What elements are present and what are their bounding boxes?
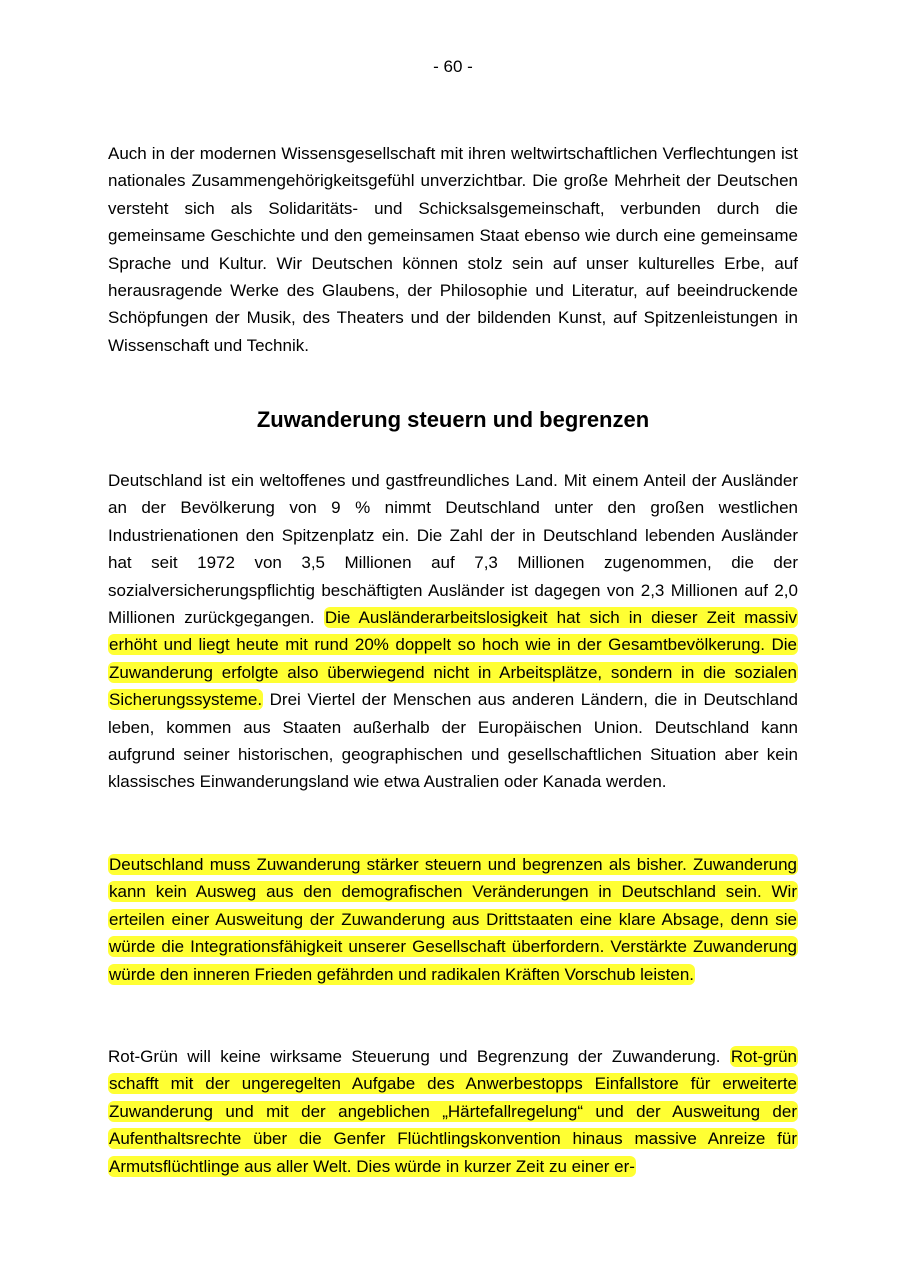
paragraph-red-green	[108, 1043, 798, 1180]
highlighted-passage: Rot-grün schafft mit der ungeregelten Aufgabe des Anwerbestopps Einfallstore für erweiterte Zuwanderung und mit der angeblichen „Härtefallregelung“ und der Ausweitung der Aufenthaltsrechte über die Genfer Flüchtlingskonvention hinaus massive Anreize für Armutsflüchtlinge aus aller Welt. Dies würde in kurzer Zeit zu einer er-	[109, 1047, 797, 1176]
paragraph-text: Rot-Grün will keine wirksame Steuerung und Begrenzung der Zuwanderung.	[108, 1047, 730, 1066]
paragraph-national-identity: Auch in der modernen Wissensgesellschaft mit ihren weltwirtschaftlichen Verflechtungen ist nationales Zusammengehörigkeitsgefühl unverzichtbar. Die große Mehrheit der Deutschen versteht sich als Solidaritäts- und Schicksalsgemeinschaft, verbunden durch die gemeinsame Geschichte und den gemeinsamen Staat ebenso wie durch eine gemeinsame Sprache und Kultur. Wir Deutschen können stolz sein auf unser kulturelles Erbe, auf herausragende Werke des Glaubens, der Philosophie und Literatur, auf beeindruckende Schöpfungen der Musik, des Theaters und der bildenden Kunst, auf Spitzenleistungen in Wissenschaft und Technik.	[108, 144, 798, 355]
paragraph-text: Deutschland ist ein weltoffenes und gastfreundliches Land. Mit einem Anteil der Ausländer an der Bevölkerung von 9 % nimmt Deutschland unter den großen westlichen Industrienationen den Spitzenplatz ein. Die Zahl der in Deutschland lebenden Ausländer hat seit 1972 von 3,5 Millionen auf 7,3 Millionen zugenommen, die der sozialversicherungspflichtig beschäftigten Ausländer ist dagegen von 2,3 Millionen auf 2,0 Millionen zurückgegangen.	[108, 471, 798, 628]
paragraph-limit-immigration	[108, 851, 798, 988]
page-number: - 60 -	[433, 57, 473, 76]
paragraph-text: Drei Viertel der Menschen aus anderen Ländern, die in Deutschland leben, kommen aus Staaten außerhalb der Europäischen Union. Deutschland kann aufgrund seiner historischen, geographischen und gesellschaftlichen Situation aber kein klassisches Einwanderungsland wie etwa Australien oder Kanada werden.	[108, 690, 798, 792]
paragraph-immigration-facts	[108, 467, 798, 796]
section-heading: Zuwanderung steuern und begrenzen	[256, 407, 650, 432]
highlighted-passage: Die Ausländerarbeitslosigkeit hat sich in dieser Zeit massiv erhöht und liegt heute mit rund 20% doppelt so hoch wie in der Gesamtbevölkerung. Die Zuwanderung erfolgte also überwiegend nicht in Arbeitsplätze, sondern in die sozialen Sicherungssysteme.	[109, 608, 797, 710]
highlighted-passage: Deutschland muss Zuwanderung stärker steuern und begrenzen als bisher. Zuwanderung kann kein Ausweg aus den demografischen Veränderungen in Deutschland sein. Wir erteilen einer Ausweitung der Zuwanderung aus Drittstaaten eine klare Absage, denn sie würde die Integrationsfähigkeit unserer Gesellschaft überfordern. Verstärkte Zuwanderung würde den inneren Frieden gefährden und radikalen Kräften Vorschub leisten.	[109, 855, 797, 984]
